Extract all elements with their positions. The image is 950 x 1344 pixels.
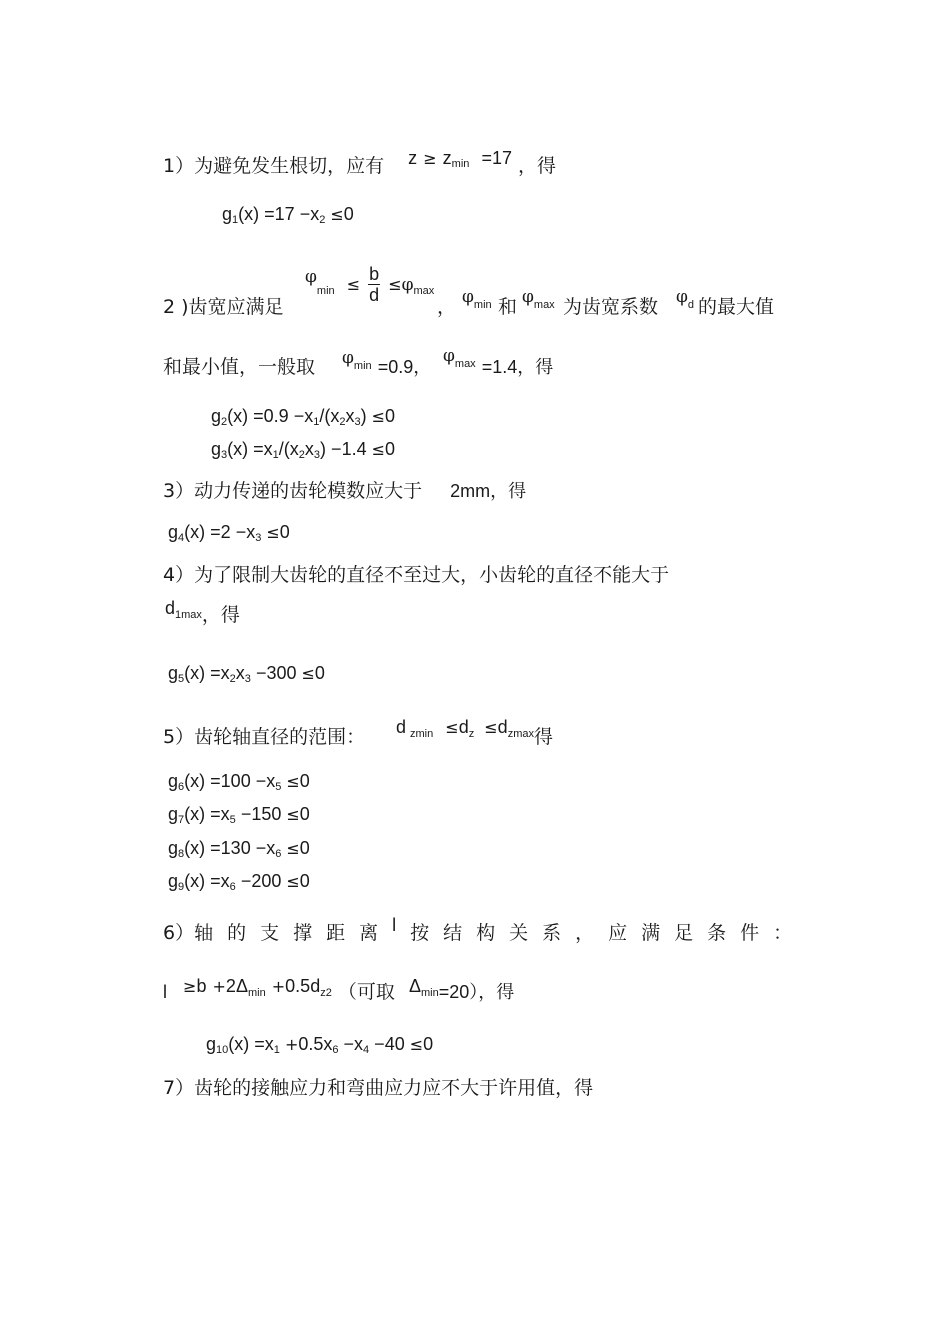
- item-2-end: 的最大值: [698, 296, 775, 318]
- item-6-line: 6）轴的支撑距离l 按结构关系，应满足条件：: [163, 915, 807, 944]
- item-2b-text: 和最小值，一般取: [163, 356, 316, 378]
- formula-g8: g8(x) =130 −x6 ≤0: [168, 838, 310, 860]
- item-1-line: [163, 148, 557, 184]
- item-2-mid: 为齿宽系数: [563, 296, 659, 318]
- item-2-comma: ，: [437, 296, 457, 318]
- phi-d-symbol: $\varphi_d$: [676, 287, 695, 311]
- l-condition-line: $l \ge b +2\Delta_{min} +0.5d_{z2}$ （可取 $\Delta_{min}=20$），得: [163, 976, 515, 1003]
- d1max-line: d1max，得: [165, 598, 240, 626]
- shaft-diameter-range: d $_{zmin} \le d_z \le d_{zmax}$得: [396, 717, 553, 748]
- item-4-line: 4）为了限制大齿轮的直径不至过大，小齿轮的直径不能大于: [163, 564, 670, 586]
- item-2-text: 齿宽应满足: [188, 296, 284, 318]
- item-2-line: [163, 295, 284, 319]
- formula-g9: g9(x) =x6 −200 ≤0: [168, 871, 310, 893]
- item-1-text: 为避免发生根切，应有: [194, 155, 385, 177]
- item-1-tail: ，得: [518, 155, 557, 177]
- formula-g2: g2(x) =0.9 −x1/(x2x3) ≤0: [211, 406, 396, 428]
- phi-max-symbol: $\varphi_{max}$: [522, 287, 555, 311]
- formula-g6: g6(x) =100 −x5 ≤0: [168, 771, 310, 793]
- item-2-number: 2 ): [163, 296, 189, 318]
- b-over-d-fraction: $\frac{b}{d}$: [369, 264, 380, 305]
- formula-g5: g5(x) =x2x3 −300 ≤0: [168, 663, 325, 685]
- formula-g7: g7(x) =x5 −150 ≤0: [168, 804, 310, 826]
- phi-min-symbol: $\varphi_{min}$: [462, 287, 492, 311]
- formula-g1: g1(x) =17 −x2 ≤0: [222, 204, 354, 226]
- phi-min-value: $\varphi_{min} =0.9$，: [342, 348, 432, 377]
- formula-g3: g3(x) =x1/(x2x3) −1.4 ≤0: [211, 439, 396, 461]
- phi-range-condition: $\varphi_{min}$ ≤ $\frac{b}{d}$ $\le\varphi_{max}$: [305, 264, 435, 305]
- item-3-line: 3）动力传递的齿轮模数应大于 2mm，得: [163, 480, 527, 502]
- item-3-value: 2mm，得: [450, 481, 527, 501]
- item-5-line: 5）齿轮轴直径的范围：: [163, 726, 366, 748]
- phi-max-value: $\varphi_{max} =1.4$，得: [443, 346, 554, 377]
- item-1-number: 1）: [163, 155, 195, 177]
- item-2-and: 和: [498, 296, 518, 318]
- item-7-line: 7）齿轮的接触应力和弯曲应力应不大于许用值，得: [163, 1077, 594, 1099]
- z-min-condition: z ≥ zmin =17: [408, 148, 512, 170]
- formula-g10: g10(x) =x1 +0.5x6 −x4 −40 ≤0: [206, 1034, 434, 1056]
- formula-g4: g4(x) =2 −x3 ≤0: [168, 522, 290, 544]
